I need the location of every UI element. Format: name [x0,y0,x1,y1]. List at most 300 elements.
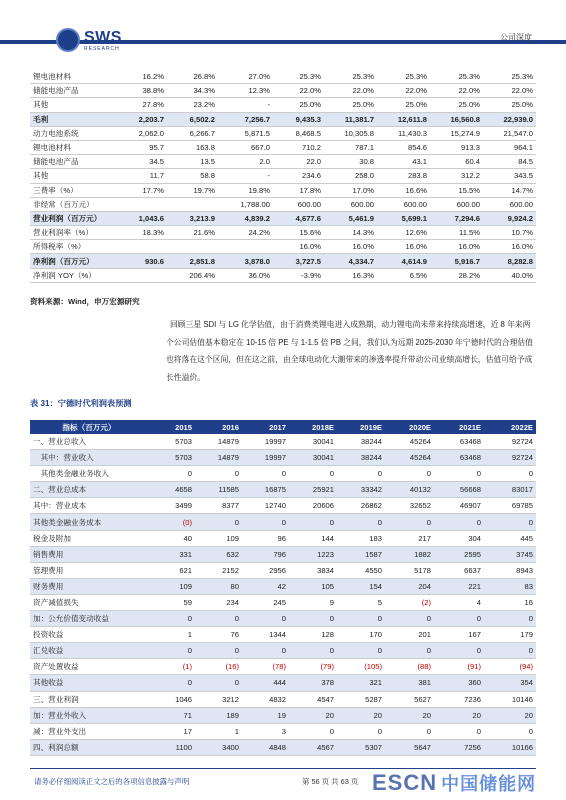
table-cell: 183 [337,530,385,546]
table-cell [218,240,273,254]
row-label: 其他类金融业务收入 [30,466,148,482]
table-row [30,675,536,691]
table-cell: 0 [337,643,385,659]
table-cell: 12.6% [377,226,430,240]
table-cell: 0 [385,643,434,659]
table-cell: 17.8% [273,183,324,197]
table-cell: 10166 [484,739,536,755]
table-cell: 15.5% [430,183,483,197]
table-cell: 14879 [195,434,242,450]
row-label: 其他类金融业务成本 [30,514,148,530]
table-cell: 0 [195,466,242,482]
table-cell: 445 [484,530,536,546]
table-cell: 63468 [434,434,484,450]
table-cell: 15.6% [273,226,324,240]
table-cell: 42 [242,578,289,594]
table-cell: 2956 [242,562,289,578]
table-cell: 45264 [385,450,434,466]
table-cell: 12740 [242,498,289,514]
table-cell: 360 [434,675,484,691]
table-cell: 354 [484,675,536,691]
table-row [30,211,536,225]
table-cell: 0 [195,514,242,530]
table-cell: 33342 [337,482,385,498]
table-cell: 46907 [434,498,484,514]
table-cell: 60.4 [430,155,483,169]
table-cell: 25.0% [377,98,430,112]
table-cell: 19997 [242,450,289,466]
table-cell: 154 [337,578,385,594]
table-row [30,140,536,154]
table-cell: 30.8 [324,155,377,169]
table-cell: 1882 [385,546,434,562]
table-cell: 913.3 [430,140,483,154]
table-cell: 0 [434,723,484,739]
row-label: 三、营业利润 [30,691,148,707]
table-cell: 0 [289,643,337,659]
table-cell: 21,547.0 [483,126,536,140]
table-cell: 600.00 [483,197,536,211]
row-label: 资产处置收益 [30,659,148,675]
table-cell: 16 [484,594,536,610]
table-cell: 854.6 [377,140,430,154]
table-cell: 0 [337,466,385,482]
table-cell: 331 [148,546,195,562]
sws-logo [56,28,136,54]
table-cell: 964.1 [483,140,536,154]
table-cell: - [218,169,273,183]
table-cell: 0 [385,466,434,482]
table-cell: 8377 [195,498,242,514]
table-cell: 9,435.3 [273,112,324,126]
table-cell: - [218,98,273,112]
table-cell: 56668 [434,482,484,498]
table-cell: 4,614.9 [377,254,430,268]
table-cell: 4832 [242,691,289,707]
table-cell: 5307 [337,739,385,755]
table-cell: 0 [484,611,536,627]
table-cell: 0 [148,611,195,627]
table-cell: (94) [484,659,536,675]
table-cell: 30041 [289,434,337,450]
table-cell: 32652 [385,498,434,514]
table-row [30,155,536,169]
table-cell: (105) [337,659,385,675]
table-cell: 28.2% [430,268,483,282]
table-cell: 23.2% [167,98,218,112]
table-cell: 4 [434,594,484,610]
table-cell: 0 [195,675,242,691]
table-cell: (16) [195,659,242,675]
table-cell: 34.3% [167,84,218,98]
table-row [30,84,536,98]
table-cell: 22.0 [273,155,324,169]
footer-disclaimer: 请务必仔细阅读正文之后的各项信息披露与声明 [34,777,190,786]
table-cell: 109 [195,530,242,546]
table-row [30,98,536,112]
watermark-cn: 中国储能网 [441,774,537,794]
page-footer [0,768,566,800]
row-label: 财务费用 [30,578,148,594]
table-cell: 16.0% [377,240,430,254]
table-cell: 283.8 [377,169,430,183]
table-cell: 83 [484,578,536,594]
table-cell: 1,043.6 [116,211,167,225]
table-cell [116,197,167,211]
table-row [30,466,536,482]
row-label: 净利润（百万元） [30,254,116,268]
table-cell: 76 [195,627,242,643]
table-cell: 8943 [484,562,536,578]
table-cell: 11585 [195,482,242,498]
table-cell: 25.3% [324,70,377,84]
table-cell: 20 [434,707,484,723]
row-label: 锂电池材料 [30,70,116,84]
table-cell: 22.0% [377,84,430,98]
row-label: 营业利润率（%） [30,226,116,240]
row-label: 四、利润总额 [30,739,148,755]
column-header: 2018E [289,420,337,434]
table-cell: 5627 [385,691,434,707]
column-header: 2017 [242,420,289,434]
table-cell: 0 [148,466,195,482]
income-statement-table [30,420,536,756]
table-cell: 217 [385,530,434,546]
page-header [0,0,566,56]
table-cell: 0 [484,466,536,482]
table-row [30,126,536,140]
table-cell: 38244 [337,450,385,466]
table-row [30,659,536,675]
table-row [30,530,536,546]
table-cell: 0 [434,514,484,530]
table-cell: 58.8 [167,169,218,183]
table-header-row [30,420,536,434]
logo-mark-icon [56,28,80,52]
table-title: 表 31：宁德时代利润表预测 [30,399,132,408]
table-cell: 3212 [195,691,242,707]
table-cell: 30041 [289,450,337,466]
table-cell: 0 [289,611,337,627]
table-cell: 787.1 [324,140,377,154]
table-cell: 0 [242,643,289,659]
table-cell: 0 [434,611,484,627]
report-type: 公司深度 [500,33,532,42]
table-cell: 179 [484,627,536,643]
table-row [30,112,536,126]
table-cell: 4550 [337,562,385,578]
logo-sub: RESEARCH [84,46,120,52]
table-cell: 2,851.8 [167,254,218,268]
row-label: 管理费用 [30,562,148,578]
table-cell: 9,924.2 [483,211,536,225]
table-cell: 25.3% [273,70,324,84]
footer-line [30,768,536,769]
table-cell: 312.2 [430,169,483,183]
table-cell: (78) [242,659,289,675]
table-row [30,514,536,530]
row-label: 一、营业总收入 [30,434,148,450]
table-cell: 0 [148,675,195,691]
row-label: 销售费用 [30,546,148,562]
table-cell: 710.2 [273,140,324,154]
table-cell: 4547 [289,691,337,707]
table-cell: 0 [484,514,536,530]
table-cell: 8,282.8 [483,254,536,268]
table-cell: 36.0% [218,268,273,282]
table-row [30,562,536,578]
table-cell: 10.7% [483,226,536,240]
table-cell: 17.7% [116,183,167,197]
row-label: 二、营业总成本 [30,482,148,498]
table-cell: (2) [385,594,434,610]
table-cell: 258.0 [324,169,377,183]
table-cell: 0 [242,466,289,482]
table-cell: 0 [385,611,434,627]
logo-text: SWS [84,29,122,46]
table-cell: 3745 [484,546,536,562]
table-cell: 201 [385,627,434,643]
table-cell: 27.0% [218,70,273,84]
column-header: 2019E [337,420,385,434]
table-cell: 189 [195,707,242,723]
table-cell: 6637 [434,562,484,578]
table-cell: 1100 [148,739,195,755]
row-label: 税金及附加 [30,530,148,546]
table-cell: 5,461.9 [324,211,377,225]
table-cell: 19.8% [218,183,273,197]
row-label: 资产减值损失 [30,594,148,610]
table-cell: 13.5 [167,155,218,169]
table-cell: 0 [148,643,195,659]
table-cell: 22.0% [483,84,536,98]
table-cell: 7,294.6 [430,211,483,225]
table-cell: 621 [148,562,195,578]
table-cell: 19 [242,707,289,723]
table-cell: 1 [195,723,242,739]
table-cell: 4658 [148,482,195,498]
table-cell: 105 [289,578,337,594]
table-cell: 95.7 [116,140,167,154]
table-cell [167,240,218,254]
table-cell: 1587 [337,546,385,562]
table-cell: 1046 [148,691,195,707]
table-cell: 11,381.7 [324,112,377,126]
table-row [30,197,536,211]
row-label: 净利润 YOY（%） [30,268,116,282]
table-cell: 92724 [484,434,536,450]
table-cell: 7236 [434,691,484,707]
row-label: 其他 [30,169,116,183]
source-note: 资料来源：Wind，申万宏源研究 [30,297,140,306]
table-cell: 0 [385,514,434,530]
table-cell: 14.3% [324,226,377,240]
table-cell: 2,203.7 [116,112,167,126]
table-cell: 25.0% [483,98,536,112]
table-cell: 128 [289,627,337,643]
table-cell: 204 [385,578,434,594]
table-cell: 25.3% [377,70,430,84]
table-row [30,611,536,627]
table-cell: 600.00 [324,197,377,211]
table-cell: 0 [289,514,337,530]
column-header: 2015 [148,420,195,434]
table-cell: 16.3% [324,268,377,282]
margin-profit-table [30,70,536,283]
table-cell: 34.5 [116,155,167,169]
table-cell: 22,939.0 [483,112,536,126]
row-label: 加：公允价值变动收益 [30,611,148,627]
column-header: 2021E [434,420,484,434]
table-cell: 1344 [242,627,289,643]
table-cell: 5,699.1 [377,211,430,225]
table-row [30,739,536,755]
table-cell: 25.3% [430,70,483,84]
table-cell: 4,334.7 [324,254,377,268]
table-cell: 206.4% [167,268,218,282]
row-label: 动力电池系统 [30,126,116,140]
table-row [30,627,536,643]
table-row [30,254,536,268]
table-cell: 632 [195,546,242,562]
table-cell: 3 [242,723,289,739]
table-cell: 4848 [242,739,289,755]
table-cell: 25921 [289,482,337,498]
table-cell: 3,727.5 [273,254,324,268]
table-cell: 38244 [337,434,385,450]
table-cell: 4,839.2 [218,211,273,225]
table-cell: 16.6% [377,183,430,197]
row-label: 加：营业外收入 [30,707,148,723]
row-label: 非经常（百万元） [30,197,116,211]
table-row [30,594,536,610]
row-label: 毛利 [30,112,116,126]
table-cell: 63468 [434,450,484,466]
table-cell: 170 [337,627,385,643]
table-cell: 16.0% [430,240,483,254]
table-row [30,498,536,514]
table-row [30,546,536,562]
table-cell: 16.2% [116,70,167,84]
table-cell: 22.0% [430,84,483,98]
table-cell: 796 [242,546,289,562]
table-cell: 3,878.0 [218,254,273,268]
table-cell: 5703 [148,434,195,450]
table-cell: 20 [337,707,385,723]
table-cell: (1) [148,659,195,675]
table-row [30,707,536,723]
table-cell: 0 [484,643,536,659]
table-cell: 600.00 [430,197,483,211]
table-cell: 667.0 [218,140,273,154]
table-cell: 3834 [289,562,337,578]
row-label: 其中：营业成本 [30,498,148,514]
table-row [30,450,536,466]
table-cell: 24.2% [218,226,273,240]
table-row [30,226,536,240]
table-cell: 19997 [242,434,289,450]
table-cell: 16875 [242,482,289,498]
table-cell: 5,871.5 [218,126,273,140]
table-cell: 17.0% [324,183,377,197]
table-cell: 5647 [385,739,434,755]
table-cell: 69785 [484,498,536,514]
table-cell: 381 [385,675,434,691]
table-cell: 15,274.9 [430,126,483,140]
valuation-paragraph: 回顾三星 SDI 与 LG 化学估值，由于消费类锂电进入成熟期，动力锂电尚未带来持续高增速，近 8 年来两个公司估值基本稳定在 10-15 倍 PE 与 1-1.5 倍 PB 之间，我们认为远期 2025-2030 年宁德时代的合理估值也将落在这个区间，但在这之前，由全球电动化大潮带来的渗透率提升带动公司业绩高增长，估值可给予成长性溢价。 [166,320,533,382]
table-cell: 92724 [484,450,536,466]
table-cell: 71 [148,707,195,723]
table-cell: 0 [242,611,289,627]
table-cell: 234.6 [273,169,324,183]
table-cell: 11.7 [116,169,167,183]
table-cell: 38.8% [116,84,167,98]
table-cell: 109 [148,578,195,594]
table-cell: 27.8% [116,98,167,112]
escn-watermark [372,770,536,796]
table-cell: 3400 [195,739,242,755]
table-cell: 2.0 [218,155,273,169]
row-label: 营业利润（百万元） [30,211,116,225]
table-cell: 245 [242,594,289,610]
table-row [30,70,536,84]
table-cell: 45264 [385,434,434,450]
table-cell: 1,788.00 [218,197,273,211]
table-row [30,434,536,450]
table-cell: 2,062.0 [116,126,167,140]
row-label: 储能电池产品 [30,155,116,169]
table-cell: 22.0% [273,84,324,98]
table-cell: 10146 [484,691,536,707]
table-cell: 0 [434,643,484,659]
row-label: 减：营业外支出 [30,723,148,739]
table-cell: 0 [195,611,242,627]
table-cell: (79) [289,659,337,675]
table-cell: 43.1 [377,155,430,169]
table-cell: 3,213.9 [167,211,218,225]
table-cell: 17 [148,723,195,739]
table-cell: 0 [242,514,289,530]
page-number: 第 56 页 共 63 页 [302,777,359,786]
table-cell: 96 [242,530,289,546]
table-cell: 1 [148,627,195,643]
table-cell: 144 [289,530,337,546]
table-cell: 167 [434,627,484,643]
table-cell: 4567 [289,739,337,755]
table-cell: 25.0% [324,98,377,112]
table-cell: 16,560.8 [430,112,483,126]
column-header: 2020E [385,420,434,434]
table-cell: 0 [434,466,484,482]
row-label: 三费率（%） [30,183,116,197]
table-cell: 0 [195,643,242,659]
table-cell [116,268,167,282]
table-cell: 221 [434,578,484,594]
table-cell: 26862 [337,498,385,514]
table-cell: 20 [289,707,337,723]
table-cell: 6.5% [377,268,430,282]
table-cell: 80 [195,578,242,594]
table-cell: 0 [337,514,385,530]
table-cell: 6,266.7 [167,126,218,140]
table-cell: (0) [148,514,195,530]
table-cell: 25.0% [273,98,324,112]
table-row [30,723,536,739]
table-cell: 2595 [434,546,484,562]
table-cell: 25.3% [483,70,536,84]
table-cell [116,240,167,254]
table-cell: 20606 [289,498,337,514]
